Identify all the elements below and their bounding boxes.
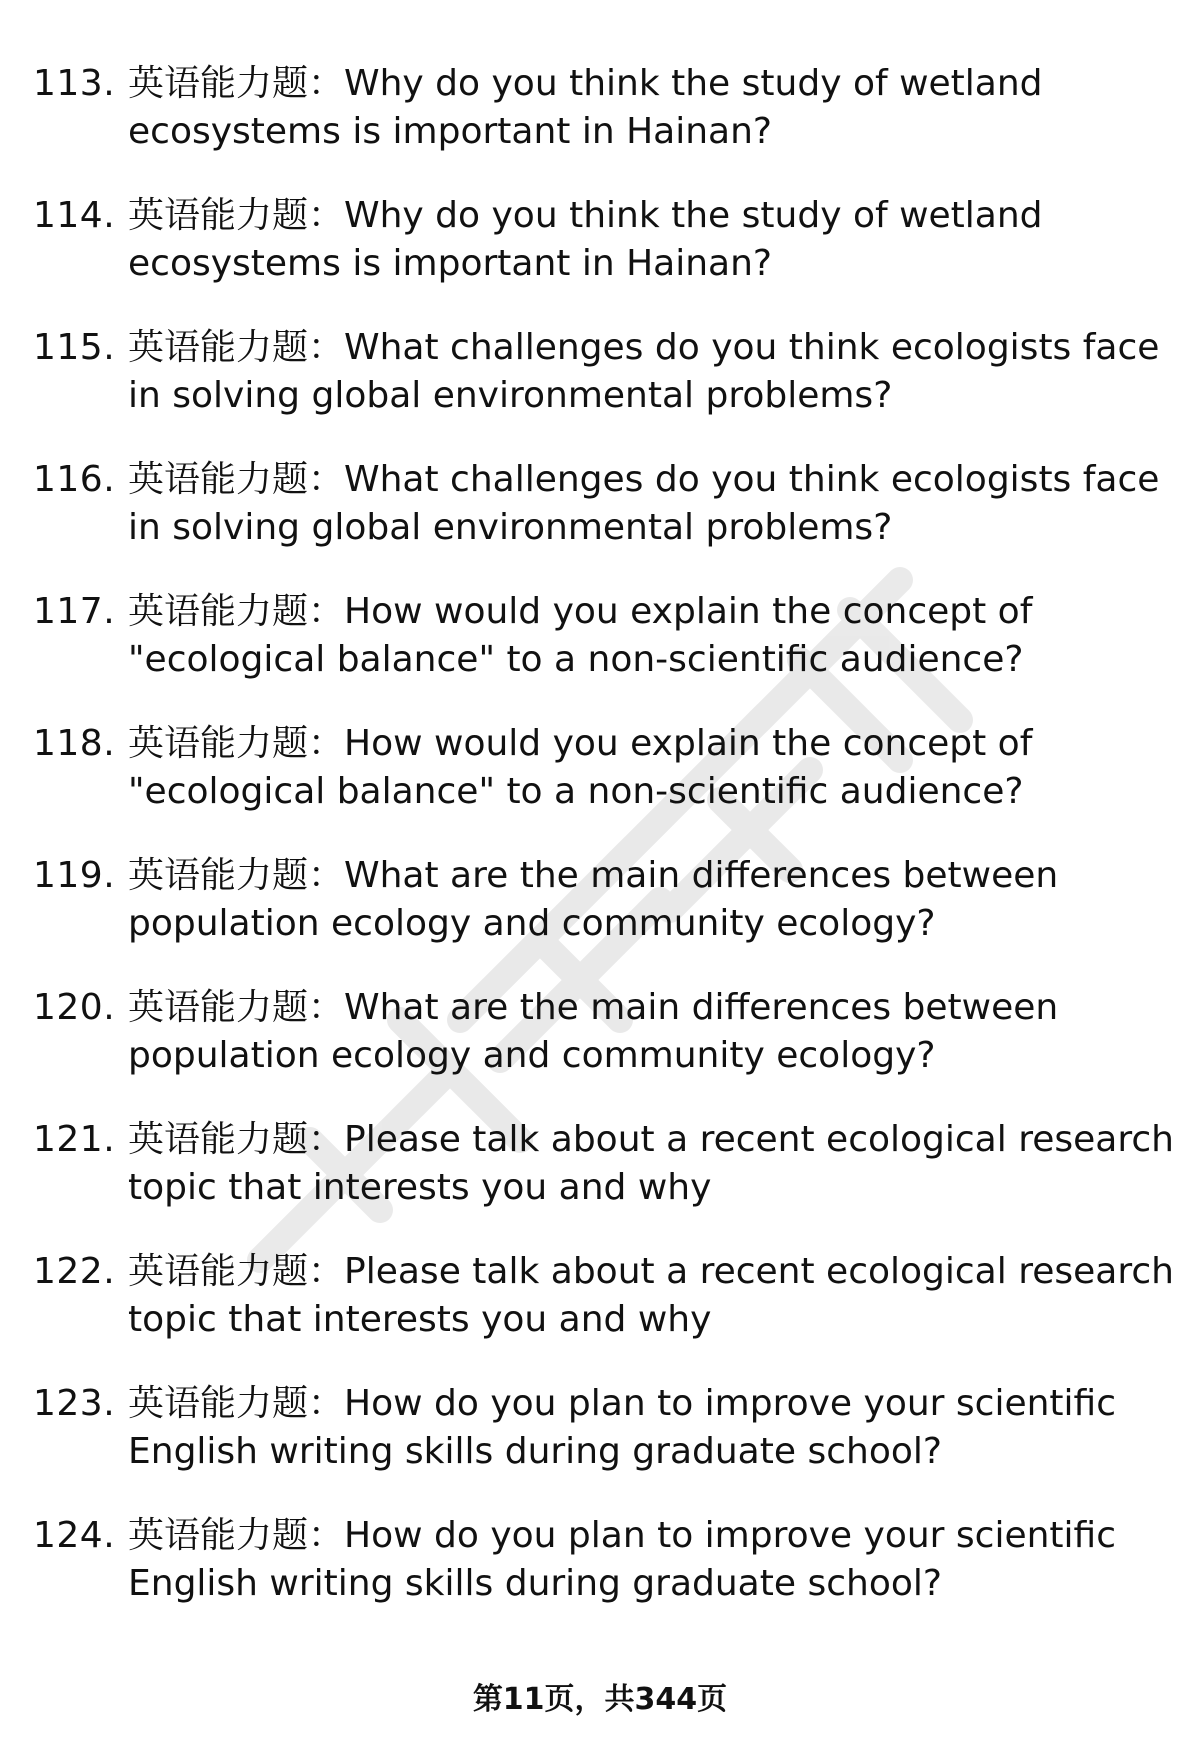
question-text-line-2: English writing skills during graduate school? [128,1563,942,1604]
question-category-label: 英语能力题： [128,855,345,896]
question-text [128,1248,1174,1344]
question-category-label: 英语能力题： [128,987,345,1028]
question-line-1 [128,1116,1174,1164]
question-item [0,852,1200,984]
question-text-line-2: population ecology and community ecology? [128,1035,936,1076]
question-line-1 [128,456,1160,504]
question-text-line-2: topic that interests you and why [128,1299,712,1340]
question-category-label: 英语能力题： [128,459,345,500]
question-number: 115. [33,327,116,368]
page-number-footer: 第11页，共344页 [472,1682,728,1717]
question-number: 122. [33,1251,116,1292]
question-text-line-1: What are the main differences between [344,987,1059,1028]
question-line-1 [128,720,1148,768]
question-category-label: 英语能力题： [128,723,345,764]
question-item [0,192,1200,324]
question-text-line-2: in solving global environmental problems? [128,375,893,416]
question-category-label: 英语能力题： [128,327,345,368]
question-item [0,456,1200,588]
question-text [128,456,1160,552]
question-text-line-1: Why do you think the study of wetland [344,195,1043,236]
question-line-1 [128,1512,1148,1560]
question-text-line-2: ecosystems is important in Hainan? [128,243,773,284]
question-text-line-1: Please talk about a recent ecological research [344,1251,1174,1292]
question-text [128,1116,1174,1212]
question-item [0,324,1200,456]
question-text [128,720,1148,816]
question-category-label: 英语能力题： [128,1251,345,1292]
question-line-1 [128,60,1148,108]
question-number: 124. [33,1515,116,1556]
question-text-line-1: How do you plan to improve your scientific [344,1515,1117,1556]
question-category-label: 英语能力题： [128,1119,345,1160]
question-number: 114. [33,195,116,236]
question-text-line-2: topic that interests you and why [128,1167,712,1208]
question-number: 116. [33,459,116,500]
question-line-1 [128,984,1148,1032]
question-item [0,1512,1200,1644]
question-text-line-1: Please talk about a recent ecological research [344,1119,1174,1160]
question-line-1 [128,588,1148,636]
question-text-line-2: "ecological balance" to a non-scientific audience? [128,639,1024,680]
question-text [128,192,1148,288]
question-text-line-1: Why do you think the study of wetland [344,63,1043,104]
question-line-1 [128,852,1148,900]
question-category-label: 英语能力题： [128,63,345,104]
question-text [128,1512,1148,1608]
question-category-label: 英语能力题： [128,591,345,632]
question-number: 119. [33,855,116,896]
question-item [0,720,1200,852]
question-list [0,60,1200,1644]
question-text-line-1: How would you explain the concept of [344,591,1033,632]
question-number: 121. [33,1119,116,1160]
question-number: 113. [33,63,116,104]
question-text-line-1: How do you plan to improve your scientific [344,1383,1117,1424]
question-category-label: 英语能力题： [128,1383,345,1424]
question-number: 120. [33,987,116,1028]
question-text-line-2: population ecology and community ecology? [128,903,936,944]
question-category-label: 英语能力题： [128,1515,345,1556]
question-text [128,852,1148,948]
question-text-line-1: What are the main differences between [344,855,1059,896]
question-number: 123. [33,1383,116,1424]
question-line-1 [128,324,1160,372]
question-line-1 [128,1380,1148,1428]
question-line-1 [128,1248,1174,1296]
question-text-line-1: What challenges do you think ecologists face [344,327,1160,368]
question-text [128,588,1148,684]
question-number: 118. [33,723,116,764]
question-line-1 [128,192,1148,240]
question-text-line-2: "ecological balance" to a non-scientific audience? [128,771,1024,812]
question-item [0,588,1200,720]
question-text [128,324,1160,420]
question-text [128,60,1148,156]
question-text [128,984,1148,1080]
question-item [0,984,1200,1116]
question-item [0,60,1200,192]
question-number: 117. [33,591,116,632]
question-text-line-2: ecosystems is important in Hainan? [128,111,773,152]
question-category-label: 英语能力题： [128,195,345,236]
question-text-line-2: in solving global environmental problems? [128,507,893,548]
question-text-line-1: How would you explain the concept of [344,723,1033,764]
question-text [128,1380,1148,1476]
question-text-line-1: What challenges do you think ecologists face [344,459,1160,500]
question-item [0,1380,1200,1512]
question-item [0,1248,1200,1380]
question-text-line-2: English writing skills during graduate school? [128,1431,942,1472]
question-item [0,1116,1200,1248]
